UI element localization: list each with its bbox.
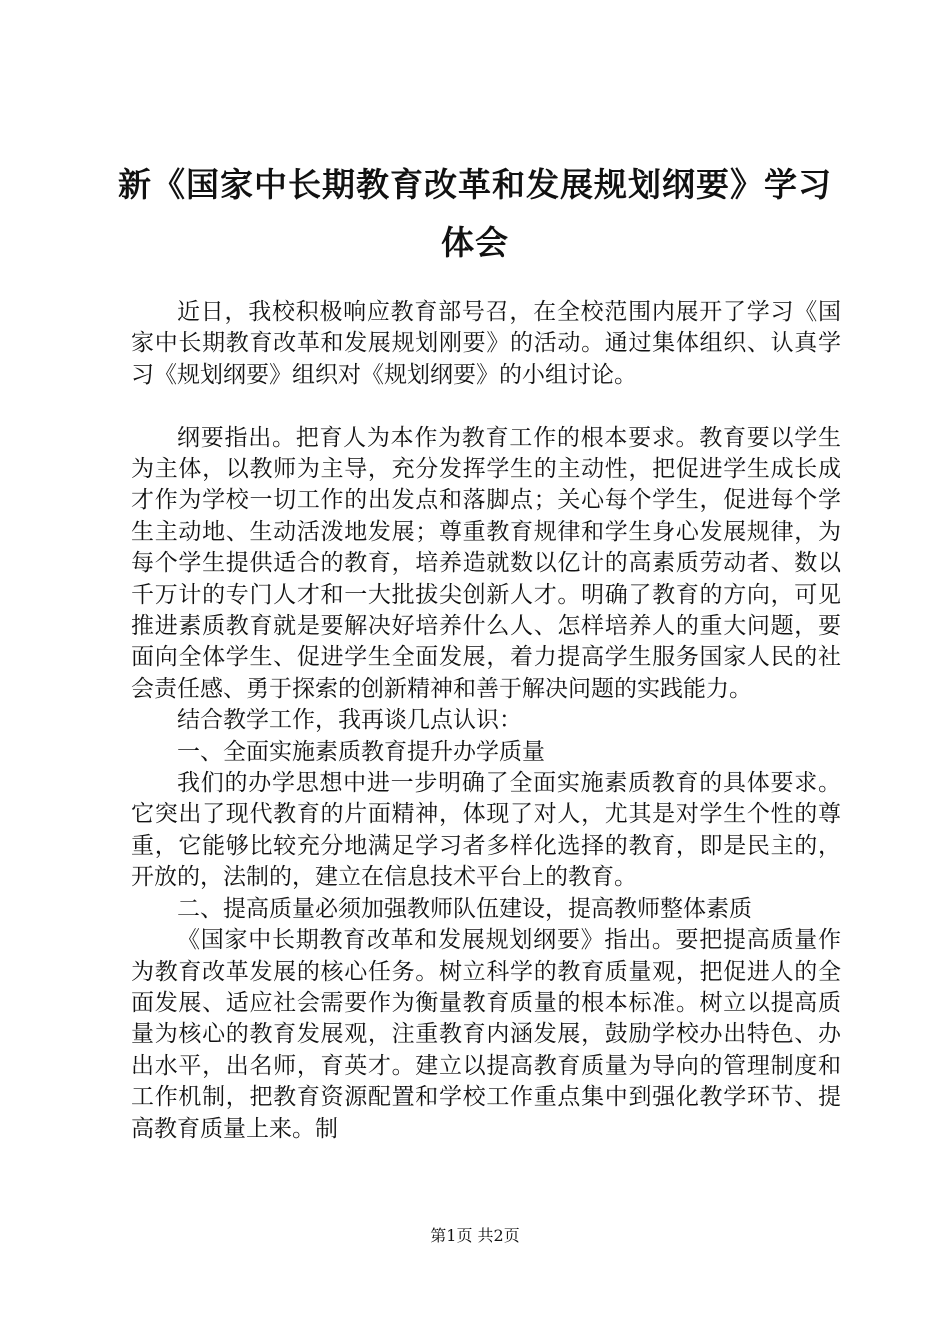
section-heading-2: 二、提高质量必须加强教师队伍建设，提高教师整体素质 — [177, 895, 752, 922]
section-heading-1: 一、全面实施素质教育提升办学质量 — [177, 738, 545, 765]
page-footer: 第1页 共2页 — [430, 1226, 520, 1245]
document-title: 新《国家中长期教育改革和发展规划纲要》学习体会 — [118, 165, 832, 262]
paragraph-transition: 结合教学工作，我再谈几点认识： — [177, 707, 522, 734]
paragraph-outline: 纲要指出。把育人为本作为教育工作的根本要求。教育要以学生为主体，以教师为主导，充分发挥学生的主动性，把促进学生成长成才作为学校一切工作的出发点和落脚点；关心每个学生，促进每个学生主动地、生动活泼地发展；尊重教育规律和学生身心发展规律，为每个学生提供适合的教育，培养造就数以亿计的高素质劳动者、数以千万计的专门人才和一大批拔尖创新人才。明确了教育的方向，可见推进素质教育就是要解决好培养什么人、怎样培养人的重大问题，要面向全体学生、促进学生全面发展，着力提高学生服务国家人民的社会责任感、勇于探索的创新精神和善于解决问题的实践能力。 — [131, 424, 841, 702]
paragraph-section-1: 我们的办学思想中进一步明确了全面实施素质教育的具体要求。它突出了现代教育的片面精神，体现了对人，尤其是对学生个性的尊重，它能够比较充分地满足学习者多样化选择的教育，即是民主的，开放的，法制的，建立在信息技术平台上的教育。 — [131, 770, 841, 891]
document-body — [131, 297, 841, 1145]
paragraph-section-2: 《国家中长期教育改革和发展规划纲要》指出。要把提高质量作为教育改革发展的核心任务。树立科学的教育质量观，把促进人的全面发展、适应社会需要作为衡量教育质量的根本标准。树立以提高质量为核心的教育发展观，注重教育内涵发展，鼓励学校办出特色、办出水平，出名师，育英才。建立以提高教育质量为导向的管理制度和工作机制，把教育资源配置和学校工作重点集中到强化教学环节、提高教育质量上来。制 — [131, 927, 841, 1142]
paragraph-intro: 近日，我校积极响应教育部号召，在全校范围内展开了学习《国家中长期教育改革和发展规划刚要》的活动。通过集体组织、认真学习《规划纲要》组织对《规划纲要》的小组讨论。 — [131, 299, 841, 388]
